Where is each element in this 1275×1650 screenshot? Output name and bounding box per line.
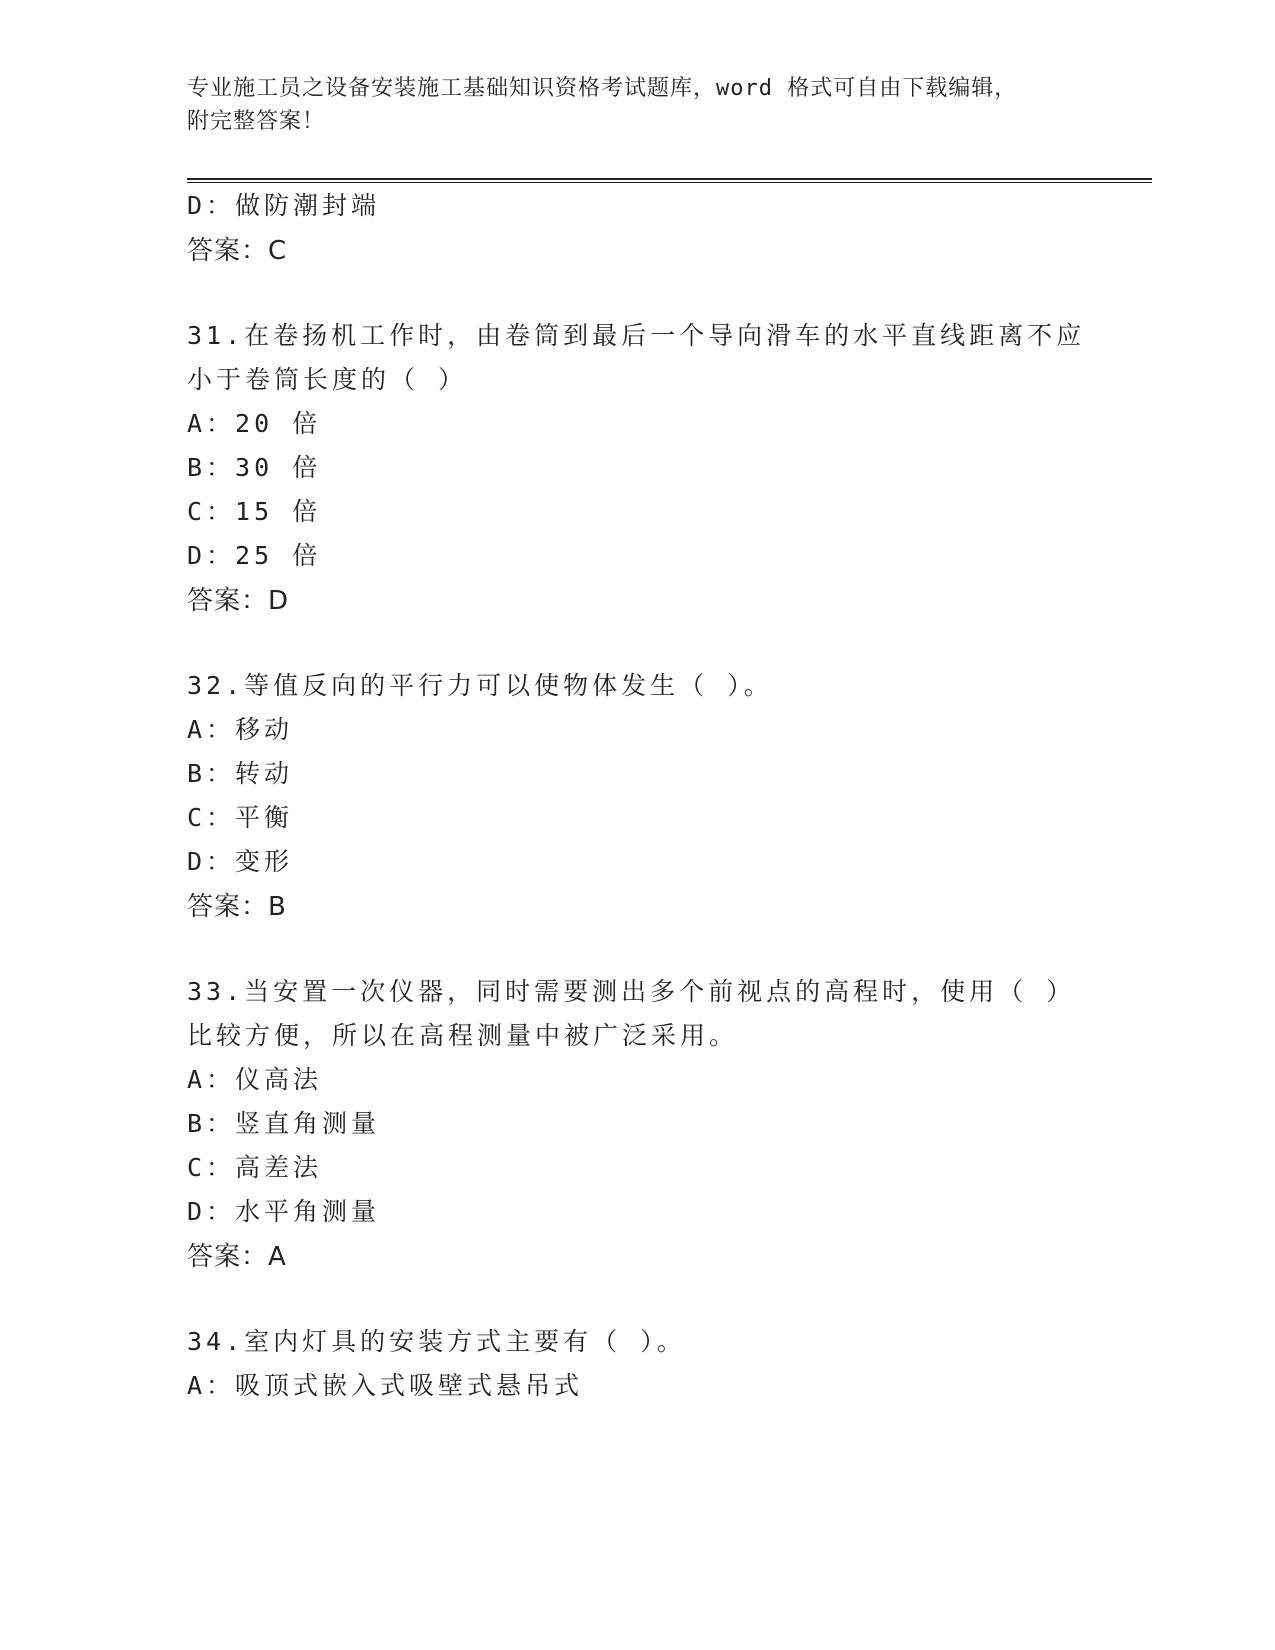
question-text-cont: 小于卷筒长度的（ ） [187,365,468,394]
header-divider [187,178,1152,180]
question-text-cont: 比较方便，所以在高程测量中被广泛采用。 [187,1021,739,1050]
option-b: B：竖直角测量 [187,1109,381,1138]
option-d: D：25 倍 [187,541,322,570]
answer-line: 答案：A [187,1242,287,1272]
header-line-2: 附完整答案！ [187,109,326,134]
question-text: 33.当安置一次仪器，同时需要测出多个前视点的高程时，使用（ ） [187,977,1076,1006]
option-b: B：30 倍 [187,453,322,482]
header-divider-thin [187,182,1152,183]
question-text: 32.等值反向的平行力可以使物体发生（ ）。 [187,671,773,700]
question-text: 31.在卷扬机工作时，由卷筒到最后一个导向滑车的水平直线距离不应 [187,321,1086,350]
option-d: D：变形 [187,847,294,876]
document-header [187,72,1087,138]
option-a: A：仪高法 [187,1065,323,1094]
option-d: D：水平角测量 [187,1197,381,1226]
answer-line: 答案：C [187,236,288,266]
option-c: C：15 倍 [187,497,322,526]
option-a: A：移动 [187,715,294,744]
header-line-1: 专业施工员之设备安装施工基础知识资格考试题库，word 格式可自由下载编辑， [187,76,1018,101]
answer-line: 答案：D [187,586,290,616]
question-text: 34.室内灯具的安装方式主要有（ ）。 [187,1327,686,1356]
option-a: A：吸顶式嵌入式吸壁式悬吊式 [187,1371,584,1400]
option-c: C：平衡 [187,803,294,832]
option-b: B：转动 [187,759,294,788]
option-c: C：高差法 [187,1153,323,1182]
answer-line: 答案：B [187,892,287,922]
option-d: D：做防潮封端 [187,191,381,220]
option-a: A：20 倍 [187,409,322,438]
